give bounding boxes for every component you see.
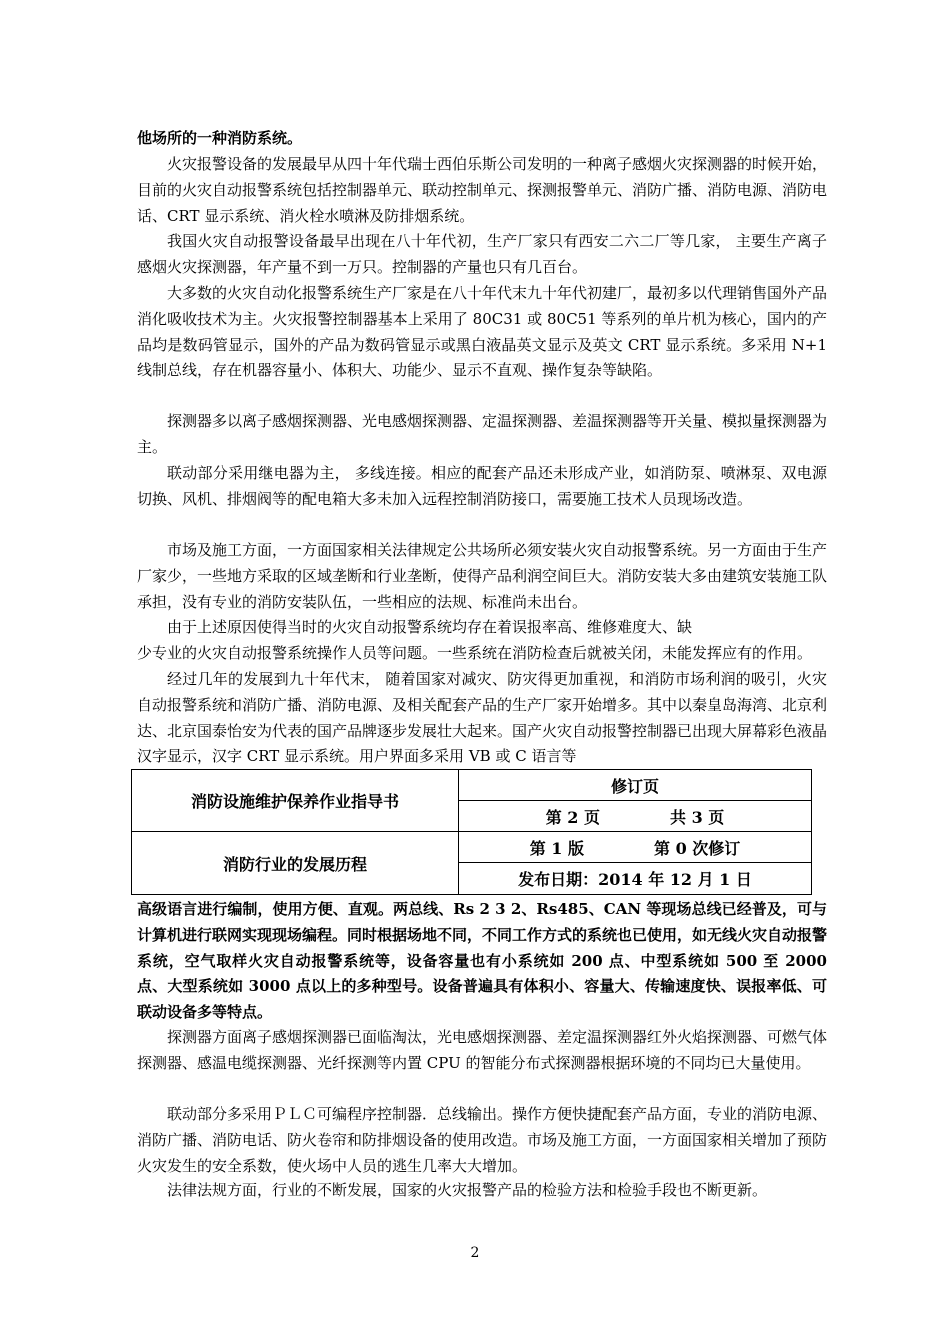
revision-label: 第 0 次修订 [654, 838, 741, 858]
total-pages-label: 共 3 页 [670, 807, 725, 827]
revision-page-cell: 修订页 [459, 770, 812, 801]
paragraph-modern-detectors: 探测器方面离子感烟探测器已面临淘汰，光电感烟探测器、差定温探测器红外火焰探测器、可燃气体探测器、感温电缆探测器、光纤探测等内置 CPU 的智能分布式探测器根据环境的不同均已大量使用。 [137, 1028, 828, 1072]
paragraph-modern-linkage: 联动部分多采用ＰＬＣ可编程序控制器．总线输出。操作方便快捷配套产品方面，专业的消防电源、消防广播、消防电话、防火卷帘和防排烟设备的使用改造。市场及施工方面，一方面国家相关增加了预防火灾发生的安全系数，使火场中人员的逃生几率大大增加。 [137, 1105, 828, 1175]
header-table [131, 769, 812, 895]
page-number: 2 [470, 1245, 480, 1261]
paragraph-regulations: 法律法规方面，行业的不断发展，国家的火灾报警产品的检验方法和检验手段也不断更新。 [167, 1181, 768, 1199]
release-date-cell: 发布日期：2014 年 12 月 1 日 [459, 863, 812, 895]
doc-title-cell: 消防设施维护保养作业指导书 [132, 770, 459, 832]
page-count-cell [459, 801, 812, 832]
paragraph-modern-features: 高级语言进行编制，使用方便、直观。两总线、Rs 2 3 2、Rs485、CAN 等现场总线已经普及，可与计算机进行联网实现现场编程。同时根据场地不同，不同工作方式的系统也已使用，如无线火灾自动报警系统，空气取样火灾自动报警系统等，设备容量也有小系统如 200 点、中型系统如 500 至 2000 点、大型系统如 3000 点以上的多种型号。设备普遍具有体积小、容量大、传输速度快、误报率低、可联动设备多等特点。 [137, 900, 828, 1022]
edition-cell [459, 832, 812, 863]
paragraph-domestic-start: 我国火灾自动报警设备最早出现在八十年代初，生产厂家只有西安二六二厂等几家， 主要生产离子感烟火灾探测器，年产量不到一万只。控制器的产量也只有几百台。 [137, 232, 827, 276]
paragraph-linkage: 联动部分采用继电器为主， 多线连接。相应的配套产品还未形成产业，如消防泵、喷淋泵、双电源切换、风机、排烟阀等的配电箱大多未加入远程控制消防接口，需要施工技术人员现场改造。 [137, 464, 827, 508]
paragraph-history-origin: 火灾报警设备的发展最早从四十年代瑞士西伯乐斯公司发明的一种离子感烟火灾探测器的时候开始， 目前的火灾自动报警系统包括控制器单元、联动控制单元、探测报警单元、消防广播、消防电源、消防电话、CRT 显示系统、消火栓水喷淋及防排烟系统。 [137, 155, 828, 225]
paragraph-continuation: 他场所的一种消防系统。 [137, 129, 303, 147]
paragraph-market: 市场及施工方面，一方面国家相关法律规定公共场所必须安装火灾自动报警系统。另一方面由于生产厂家少，一些地方采取的区域垄断和行业垄断，使得产品利润空间巨大。消防安装大多由建筑安装施工队承担，没有专业的消防安装队伍，一些相应的法规、标准尚未出台。 [137, 541, 828, 611]
paragraph-manufacturers: 大多数的火灾自动化报警系统生产厂家是在八十年代末九十年代初建厂，最初多以代理销售国外产品消化吸收技术为主。火灾报警控制器基本上采用了 80C31 或 80C51 等系列的单片机为核心，国内的产品均是数码管显示，国外的产品为数码管显示或黑白液晶英文显示及英文 CRT 显示系统。多采用 N+1 线制总线，存在机器容量小、体积大、功能少、显示不直观、操作复杂等缺陷。 [137, 284, 828, 380]
paragraph-detectors: 探测器多以离子感烟探测器、光电感烟探测器、定温探测器、差温探测器等开关量、模拟量探测器为主。 [137, 412, 828, 456]
paragraph-problems-rest: 少专业的火灾自动报警系统操作人员等问题。一些系统在消防检查后就被关闭，未能发挥应有的作用。 [137, 644, 813, 662]
paragraph-problems-line1: 由于上述原因使得当时的火灾自动报警系统均存在着误报率高、维修难度大、缺 [167, 618, 693, 636]
section-title-cell: 消防行业的发展历程 [132, 832, 459, 895]
edition-label: 第 1 版 [529, 838, 584, 858]
paragraph-late-nineties: 经过几年的发展到九十年代末， 随着国家对减灾、防灾得更加重视，和消防市场利润的吸引，火灾自动报警系统和消防广播、消防电源、及相关配套产品的生产厂家开始增多。其中以秦皇岛海湾、北京利达、北京国泰怡安为代表的国产品牌逐步发展壮大起来。国产火灾自动报警控制器已出现大屏幕彩色液晶汉字显示，汉字 CRT 显示系统。用户界面多采用 VB 或 C 语言等 [137, 670, 828, 766]
page-label: 第 2 页 [545, 807, 600, 827]
